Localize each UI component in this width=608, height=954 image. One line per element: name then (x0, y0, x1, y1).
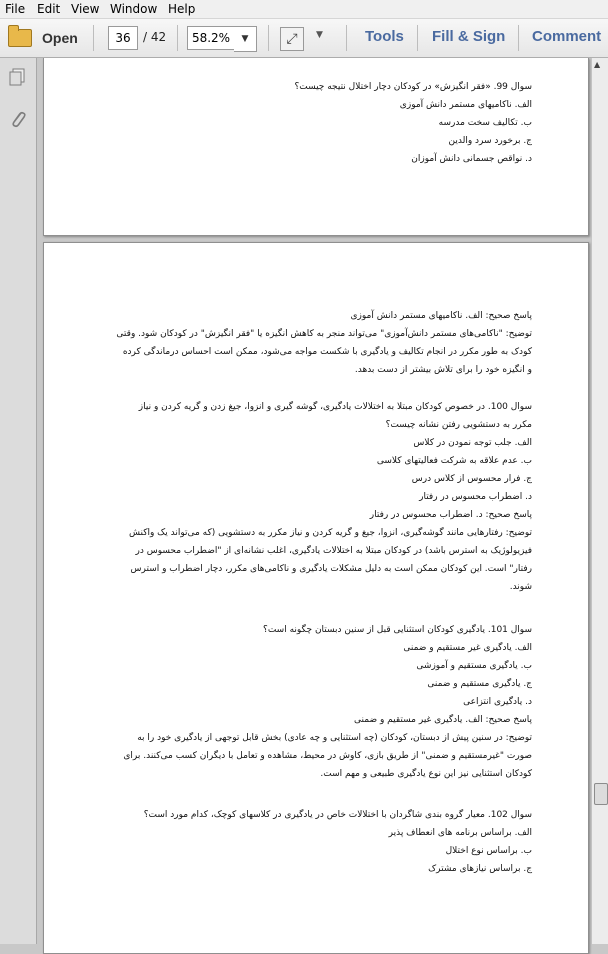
explanation-line: رفتار" است. این کودکان ممکن است به دلیل مشکلات یادگیری و ناکامی‌های مکرر، دچار اضطراب و استرس (130, 564, 532, 574)
toolbar-divider (93, 25, 94, 51)
answer-option: ج. براساس نیازهای مشترک (428, 864, 532, 874)
vertical-scrollbar[interactable] (591, 58, 608, 944)
answer-option: الف. جلب توجه نمودن در کلاس (413, 438, 532, 448)
document-page (43, 242, 589, 954)
scroll-up-icon[interactable]: ▲ (594, 60, 601, 69)
question-text: مکرر به دستشویی رفتن نشانه چیست؟ (385, 420, 532, 430)
question-text: سوال 102. معیار گروه بندی شاگردان با اختلالات خاص در یادگیری در کلاسهای کوچک، کدام مورد است؟ (143, 810, 532, 820)
folder-icon (8, 29, 32, 47)
attachments-icon[interactable] (7, 109, 29, 131)
answer-option: د. نواقص جسمانی دانش آموزان (411, 154, 532, 164)
correct-answer: پاسخ صحیح: الف. ناکامیهای مستمر دانش آموزی (350, 311, 532, 321)
toolbar-divider (346, 25, 347, 51)
answer-option: ج. فرار محسوس از کلاس درس (411, 474, 532, 484)
explanation-line: کودک به طور مکرر در انجام تکالیف و یادگیری با شکست مواجه می‌شود، ممکن است احساس درماندگی کرده (122, 347, 532, 357)
fill-sign-button[interactable]: Fill & Sign (432, 28, 506, 45)
page-thumbnails-icon[interactable] (7, 67, 29, 89)
expand-icon: ⤢ (286, 31, 298, 47)
question-text: سوال 101. یادگیری کودکان استثنایی قبل از سنین دبستان چگونه است؟ (263, 625, 532, 635)
explanation-line: شوند. (509, 582, 532, 592)
question-text: سوال 100. در خصوص کودکان مبتلا به اختلالات یادگیری، گوشه گیری و انزوا، جیغ زدن و گریه کردن و نیاز (138, 402, 532, 412)
explanation-line: کودکان استثنایی نیز این نوع یادگیری طبیعی و مهم است. (320, 769, 532, 779)
answer-option: د. اضطراب محسوس در رفتار (419, 492, 532, 502)
explanation-line: توضیح: در سنین پیش از دبستان، کودکان (چه استثنایی و چه عادی) بخش قابل توجهی از یادگیری خود را به (137, 733, 532, 743)
zoom-input[interactable]: 58.2% (187, 26, 235, 50)
tools-button[interactable]: Tools (365, 28, 404, 45)
answer-option: الف. براساس برنامه های انعطاف پذیر (388, 828, 532, 838)
answer-option: ب. تکالیف سخت مدرسه (438, 118, 532, 128)
question-text: سوال 99. «فقر انگیزش» در کودکان دچار اختلال نتیجه چیست؟ (294, 82, 532, 92)
open-button[interactable] (6, 26, 82, 50)
correct-answer: پاسخ صحیح: الف. یادگیری غیر مستقیم و ضمنی (354, 715, 532, 725)
menu-view[interactable]: View (71, 2, 100, 16)
zoom-dropdown-button[interactable] (234, 26, 257, 52)
page-total: / 42 (143, 30, 167, 44)
fit-page-button[interactable] (280, 27, 304, 51)
answer-option: ج. برخورد سرد والدین (448, 136, 532, 146)
toolbar (0, 19, 608, 58)
menu-edit[interactable]: Edit (37, 2, 61, 16)
toolbar-divider (518, 25, 519, 51)
chevron-down-icon: ▼ (316, 30, 323, 40)
more-tools-dropdown[interactable] (316, 30, 323, 40)
answer-option: ج. یادگیری مستقیم و ضمنی (427, 679, 532, 689)
correct-answer: پاسخ صحیح: د. اضطراب محسوس در رفتار (369, 510, 532, 520)
explanation-line: و انگیزه خود را برای تلاش بیشتر از دست بدهد. (354, 365, 532, 375)
explanation-line: توضیح: "ناکامی‌های مستمر دانش‌آموزی" می‌تواند منجر به کاهش انگیزه یا "فقر انگیزش" در کودکان شود. وقتی (116, 329, 532, 339)
document-page (43, 58, 589, 236)
answer-option: الف. یادگیری غیر مستقیم و ضمنی (403, 643, 532, 653)
toolbar-divider (268, 25, 269, 51)
menu-help[interactable]: Help (168, 2, 196, 16)
page-number-input[interactable]: 36 (108, 26, 138, 50)
menu-file[interactable]: File (5, 2, 26, 16)
explanation-line: توضیح: رفتارهایی مانند گوشه‌گیری، انزوا، جیغ و گریه کردن و نیاز مکرر به دستشویی (که می‌تواند یک واکنش (129, 528, 532, 538)
answer-option: الف. ناکامیهای مستمر دانش آموزی (399, 100, 532, 110)
explanation-line: صورت "غیرمستقیم و ضمنی" از طریق بازی، کاوش در محیط، مشاهده و تعامل با دیگران کسب می‌کنند. برای (123, 751, 532, 761)
navigation-panel (0, 58, 37, 944)
caret-down-icon: ▼ (241, 34, 249, 44)
menu-bar (0, 0, 608, 19)
answer-option: ب. عدم علاقه به شرکت فعالیتهای کلاسی (376, 456, 532, 466)
toolbar-divider (417, 25, 418, 51)
answer-option: ب. براساس نوع اختلال (445, 846, 532, 856)
menu-window[interactable]: Window (110, 2, 158, 16)
comment-button[interactable]: Comment (532, 28, 602, 45)
open-label: Open (42, 30, 78, 46)
scrollbar-thumb[interactable] (594, 783, 608, 805)
answer-option: د. یادگیری انتزاعی (463, 697, 532, 707)
explanation-line: فیزیولوژیک به استرس باشد) در کودکان مبتلا به اختلالات یادگیری، اغلب نشانه‌ای از "اضطراب محسوس در (135, 546, 532, 556)
answer-option: ب. یادگیری مستقیم و آموزشی (416, 661, 532, 671)
toolbar-divider (177, 25, 178, 51)
